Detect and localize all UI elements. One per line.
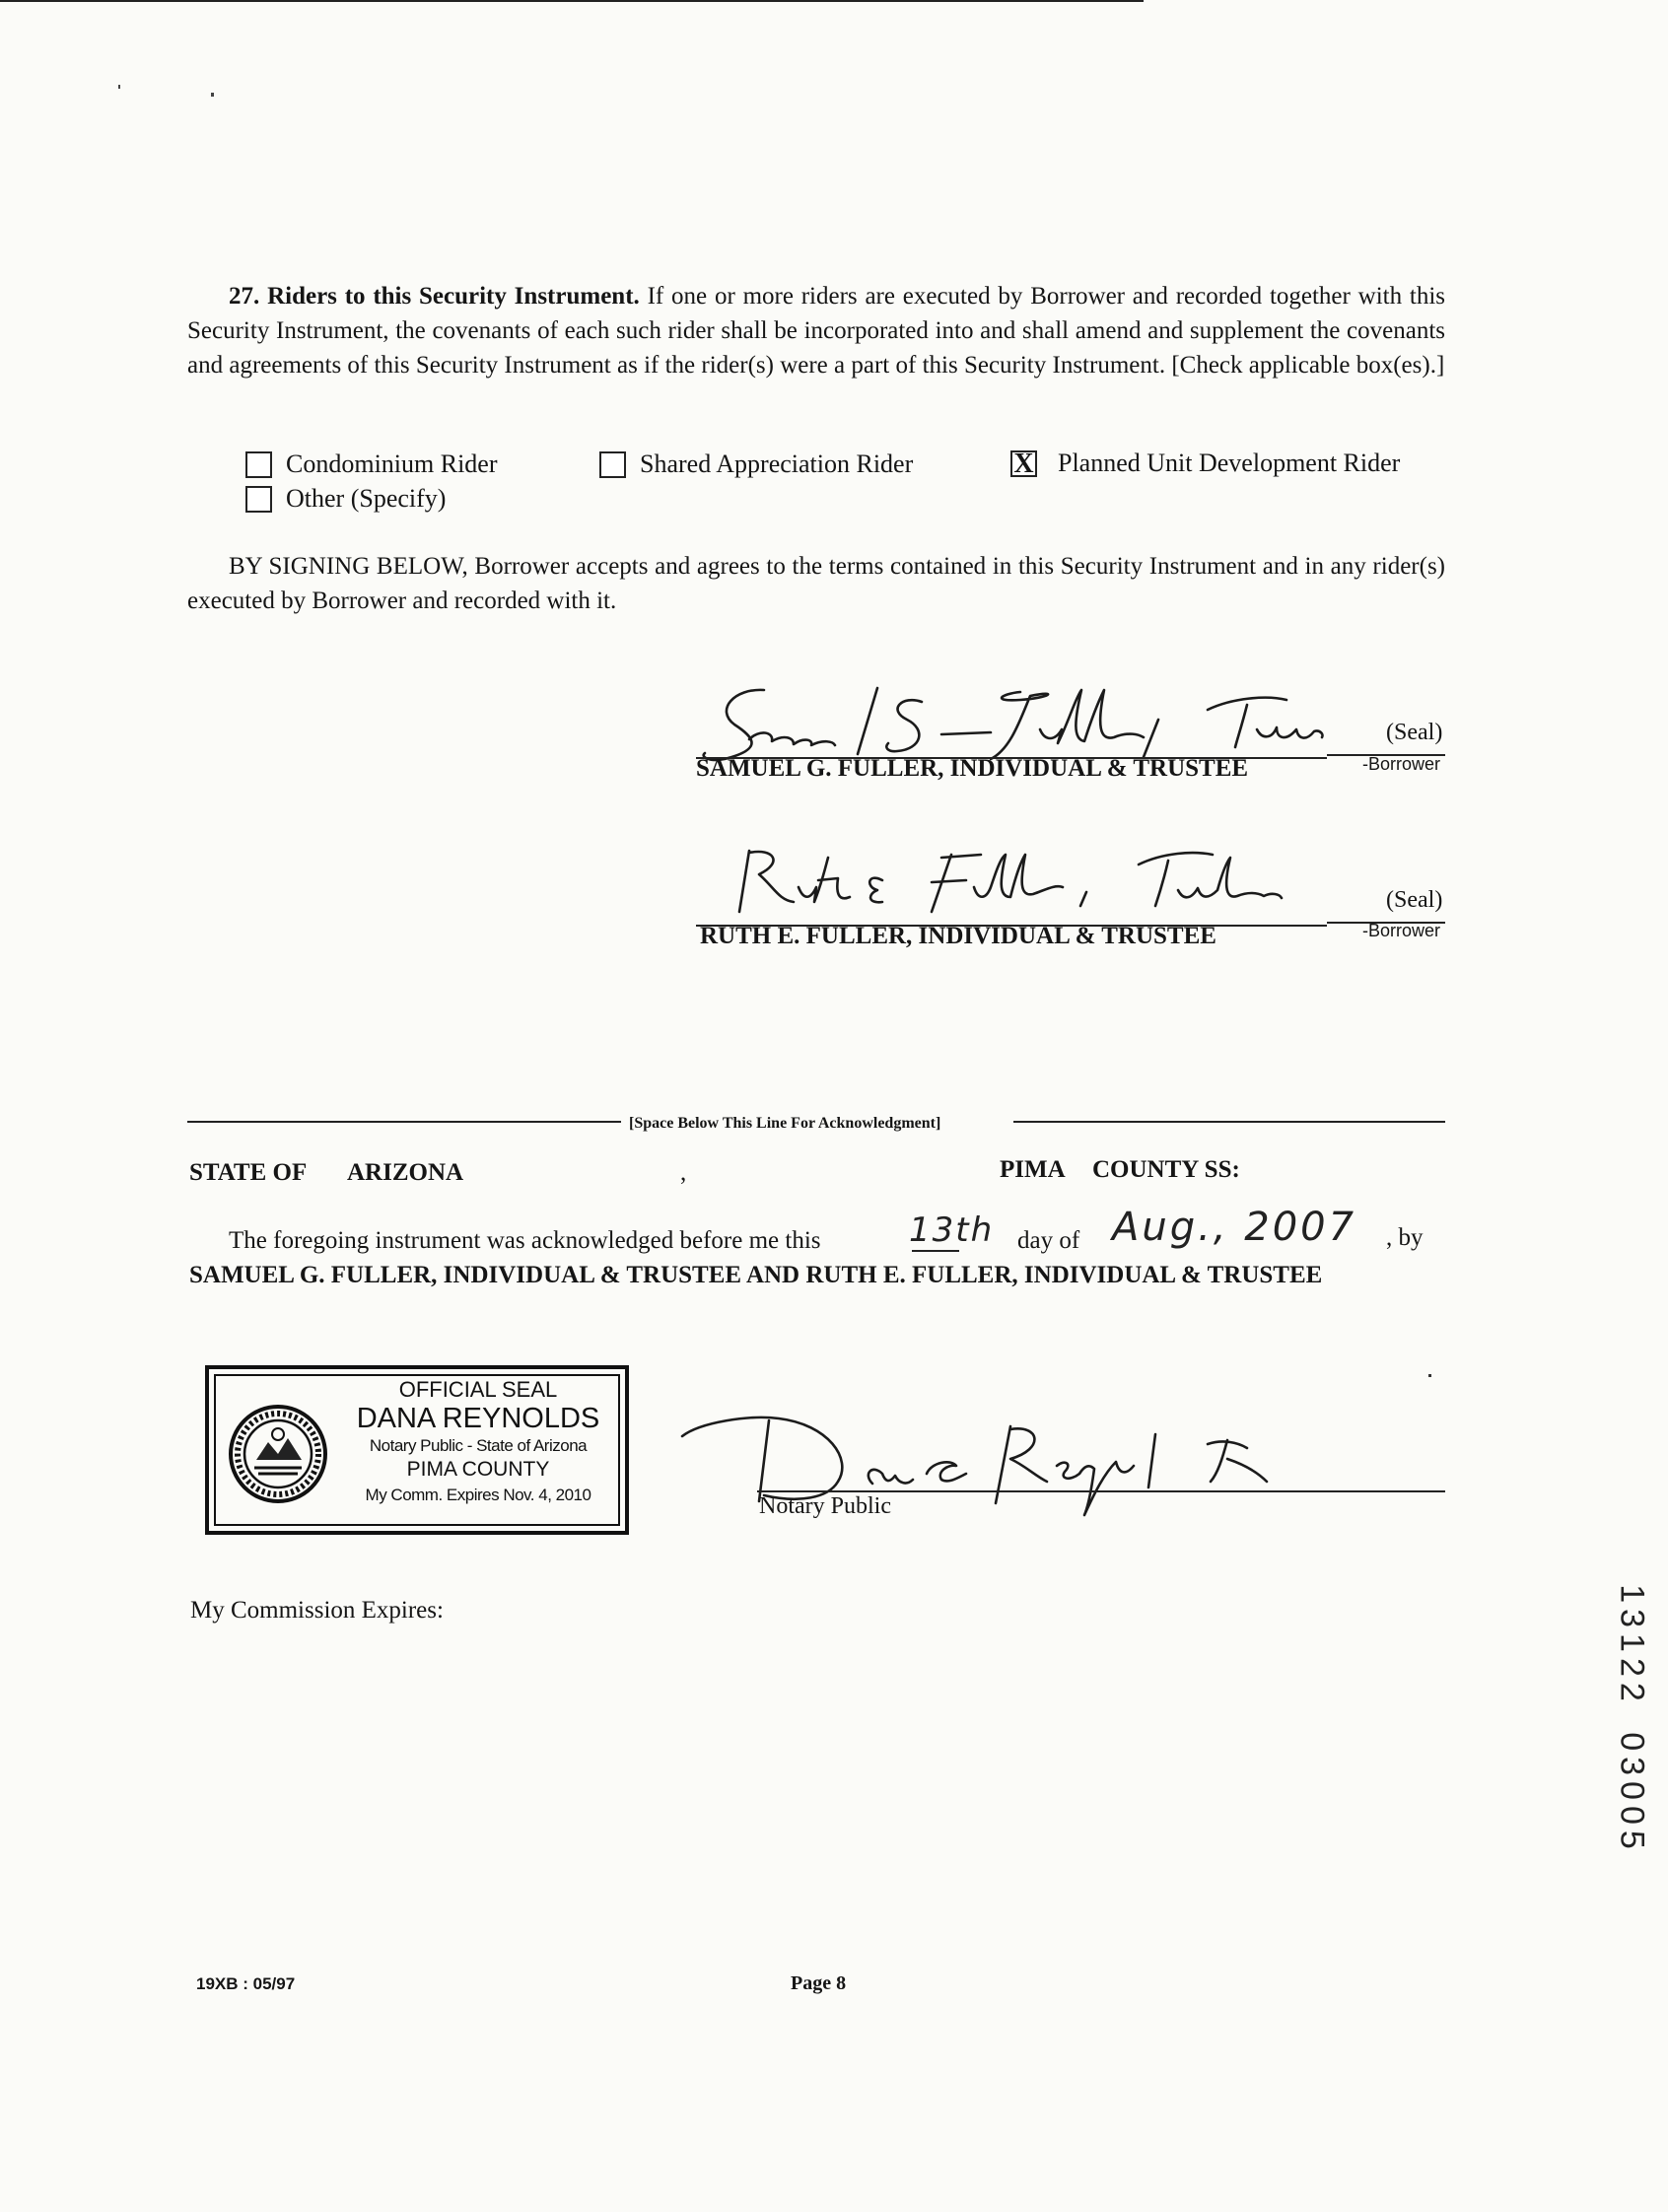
day-of-label: day of	[1017, 1227, 1080, 1254]
acknowledgment-divider-label: [Space Below This Line For Acknowledgment]	[629, 1115, 941, 1132]
notary-public-label: Notary Public	[759, 1493, 891, 1519]
seal-text-block	[335, 1377, 621, 1509]
planned-unit-development-rider-label: Planned Unit Development Rider	[1058, 449, 1401, 477]
borrower-name-2: RUTH E. FULLER, INDIVIDUAL & TRUSTEE	[700, 923, 1216, 949]
county-value: PIMA	[1000, 1156, 1066, 1183]
section-number: 27.	[229, 283, 260, 310]
divider-line-right	[1013, 1121, 1445, 1123]
by-label: , by	[1386, 1224, 1424, 1251]
seal-line-county: PIMA COUNTY	[406, 1458, 550, 1481]
date-handwritten-text: Aug., 2007	[1112, 1205, 1357, 1250]
signing-statement: BY SIGNING BELOW, Borrower accepts and agrees to the terms contained in this Security Instrument and in any rider(s) executed by Borrower and recorded with it.	[187, 553, 1445, 614]
day-handwritten-text: 13th	[909, 1210, 995, 1250]
scan-speck	[1428, 1374, 1431, 1377]
borrower-role-1: -Borrower	[1362, 754, 1441, 774]
check-mark: X	[1013, 449, 1034, 479]
divider-line-left	[187, 1121, 621, 1123]
state-value: ARIZONA	[347, 1159, 464, 1186]
arizona-state-seal-icon	[227, 1403, 329, 1505]
form-code: 19XB : 05/97	[196, 1974, 296, 1993]
scan-top-border	[0, 0, 1144, 2]
other-specify-label: Other (Specify)	[286, 484, 447, 513]
checkbox-other-specify[interactable]	[245, 486, 272, 513]
signature-ruth-fuller	[720, 843, 1311, 922]
acknowledgment-sentence: The foregoing instrument was acknowledged before me this	[229, 1227, 821, 1254]
notary-signature-line	[757, 1490, 1445, 1492]
checkbox-planned-unit-development-rider[interactable]	[1010, 450, 1037, 477]
checkbox-condominium-rider[interactable]	[245, 451, 272, 478]
state-comma: ,	[680, 1159, 687, 1186]
commission-expires-label: My Commission Expires:	[190, 1597, 444, 1624]
checkbox-shared-appreciation-rider[interactable]	[599, 451, 626, 478]
seal-line-expires: My Comm. Expires Nov. 4, 2010	[365, 1486, 591, 1504]
borrower-role-2: -Borrower	[1362, 921, 1441, 940]
seal-label-1: (Seal)	[1386, 720, 1443, 745]
seal-line-state: Notary Public - State of Arizona	[369, 1436, 588, 1455]
date-handwritten	[1112, 1205, 1356, 1250]
section-title: Riders to this Security Instrument.	[267, 283, 640, 310]
recording-number-top-text: 13122	[1613, 1584, 1651, 1707]
page-number: Page 8	[791, 1972, 847, 1994]
borrower-name-1: SAMUEL G. FULLER, INDIVIDUAL & TRUSTEE	[696, 755, 1249, 782]
seal-line-official: OFFICIAL SEAL	[398, 1377, 558, 1402]
seal-label-2: (Seal)	[1386, 887, 1443, 913]
scan-speck	[211, 93, 214, 97]
section-body: If one or more riders are executed by Borrower and recorded together with this Security Instrument, the covenants of each such rider shall be incorporated into and shall amend and supplement the covenants and agreements of this Security Instrument as if the rider(s) were a part of this Security Instrument. [Check applicable box(es).]	[187, 283, 1446, 379]
riders-paragraph	[187, 279, 1445, 382]
recording-number-bottom-text: 03005	[1613, 1732, 1651, 1855]
scan-speck	[118, 85, 120, 89]
condominium-rider-label: Condominium Rider	[286, 449, 498, 478]
county-label: COUNTY SS:	[1092, 1156, 1240, 1183]
day-handwritten	[909, 1210, 994, 1250]
seal-line-name: DANA REYNOLDS	[356, 1403, 600, 1434]
acknowledged-parties: SAMUEL G. FULLER, INDIVIDUAL & TRUSTEE AND RUTH E. FULLER, INDIVIDUAL & TRUSTEE	[189, 1262, 1323, 1288]
state-label: STATE OF	[189, 1159, 308, 1186]
notary-official-seal	[205, 1365, 629, 1535]
shared-appreciation-rider-label: Shared Appreciation Rider	[640, 449, 914, 478]
day-underline	[912, 1250, 959, 1252]
